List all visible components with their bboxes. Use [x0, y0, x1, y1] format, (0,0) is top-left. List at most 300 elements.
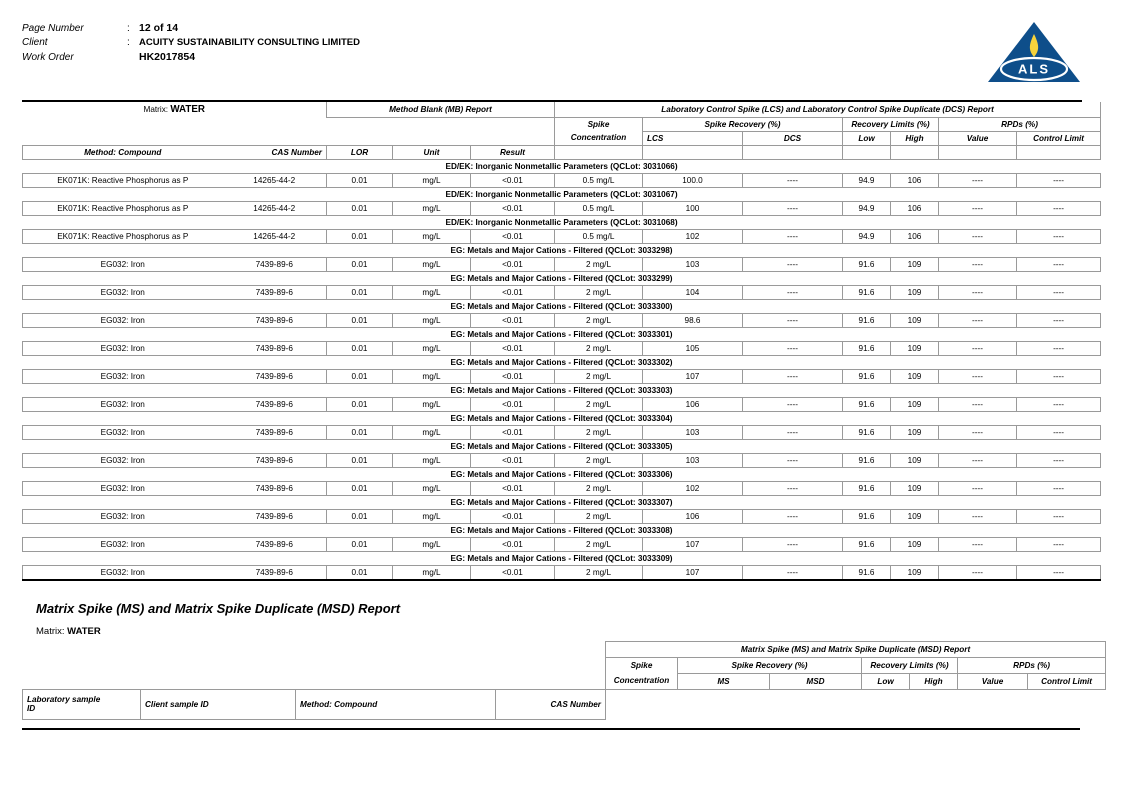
qc-group-title: EG: Metals and Major Cations - Filtered (QCLot: 3033303) — [450, 385, 673, 395]
table-row — [23, 285, 1101, 299]
cell-result: <0.01 — [471, 341, 555, 355]
header-fields — [22, 22, 360, 66]
ms-header-lab-sample-id-line2: ID — [27, 704, 36, 713]
ms-header-lab-sample-id — [23, 689, 141, 719]
header-lcs-dcs: Laboratory Control Spike (LCS) and Laboratory Control Spike Duplicate (DCS) Report — [555, 102, 1101, 117]
cell-lor: 0.01 — [327, 173, 393, 187]
cell-dcs: ---- — [743, 565, 843, 580]
ms-header-ms: MS — [678, 673, 770, 689]
qc-group-title: EG: Metals and Major Cations - Filtered (QCLot: 3033307) — [450, 497, 673, 507]
spacer-unit — [393, 117, 471, 145]
cell-spike-concentration: 0.5 mg/L — [555, 229, 643, 243]
qc-group-title-row — [23, 439, 1101, 453]
table-row — [23, 341, 1101, 355]
ms-header-method-compound: Method: Compound — [296, 689, 496, 719]
qc-group-title: EG: Metals and Major Cations - Filtered (QCLot: 3033305) — [450, 441, 673, 451]
ms-blank-10 — [678, 689, 770, 719]
cell-cas-number: 7439-89-6 — [223, 369, 327, 383]
cell-dcs: ---- — [743, 313, 843, 327]
cell-lor: 0.01 — [327, 229, 393, 243]
spacer-dcs-col — [743, 145, 843, 159]
cell-lor: 0.01 — [327, 537, 393, 551]
cell-spike-concentration: 2 mg/L — [555, 565, 643, 580]
header-lor: LOR — [327, 145, 393, 159]
cell-lcs: 103 — [643, 257, 743, 271]
qc-group-title-row — [23, 159, 1101, 173]
cell-result: <0.01 — [471, 425, 555, 439]
als-logo — [986, 20, 1082, 86]
cell-lor: 0.01 — [327, 509, 393, 523]
cell-low: 91.6 — [843, 369, 891, 383]
cell-unit: mg/L — [393, 229, 471, 243]
qc-group-title-row — [23, 271, 1101, 285]
cell-unit: mg/L — [393, 257, 471, 271]
cell-high: 106 — [891, 229, 939, 243]
qc-group-title: EG: Metals and Major Cations - Filtered (QCLot: 3033301) — [450, 329, 673, 339]
cell-lor: 0.01 — [327, 257, 393, 271]
ms-blank-11 — [770, 689, 862, 719]
cell-lcs: 107 — [643, 369, 743, 383]
cell-spike-concentration: 2 mg/L — [555, 341, 643, 355]
cell-unit: mg/L — [393, 173, 471, 187]
ms-header-high: High — [910, 673, 958, 689]
cell-result: <0.01 — [471, 481, 555, 495]
cell-cas-number: 7439-89-6 — [223, 509, 327, 523]
cell-spike-concentration: 2 mg/L — [555, 313, 643, 327]
cell-high: 109 — [891, 257, 939, 271]
header-value-client: ACUITY SUSTAINABILITY CONSULTING LIMITED — [139, 37, 360, 48]
cell-result: <0.01 — [471, 369, 555, 383]
cell-control-limit: ---- — [1017, 481, 1101, 495]
cell-control-limit: ---- — [1017, 509, 1101, 523]
cell-value: ---- — [939, 369, 1017, 383]
ms-header-spike-recovery: Spike Recovery (%) — [678, 657, 862, 673]
header-colon-work-order — [127, 51, 139, 66]
spacer-left-2 — [223, 117, 327, 145]
cell-unit: mg/L — [393, 565, 471, 580]
qc-group-title: EG: Metals and Major Cations - Filtered (QCLot: 3033299) — [450, 273, 673, 283]
cell-result: <0.01 — [471, 537, 555, 551]
cell-spike-concentration: 2 mg/L — [555, 537, 643, 551]
cell-high: 109 — [891, 313, 939, 327]
ms-blank-3 — [296, 641, 496, 657]
cell-lcs: 106 — [643, 397, 743, 411]
header-dcs: DCS — [743, 131, 843, 145]
ms-section-title: Matrix Spike (MS) and Matrix Spike Duplicate (MSD) Report — [36, 600, 401, 616]
cell-control-limit: ---- — [1017, 285, 1101, 299]
cell-compound: EG032: Iron — [23, 481, 223, 495]
cell-compound: EG032: Iron — [23, 565, 223, 580]
table-row — [23, 425, 1101, 439]
cell-spike-concentration: 2 mg/L — [555, 285, 643, 299]
cell-dcs: ---- — [743, 341, 843, 355]
cell-compound: EG032: Iron — [23, 313, 223, 327]
table-row — [23, 229, 1101, 243]
cell-dcs: ---- — [743, 425, 843, 439]
cell-high: 109 — [891, 537, 939, 551]
spacer-result — [471, 117, 555, 145]
cell-unit: mg/L — [393, 285, 471, 299]
qc-group-title-row — [23, 383, 1101, 397]
ms-blank-15 — [1028, 689, 1106, 719]
cell-control-limit: ---- — [1017, 425, 1101, 439]
header-colon-client: : — [127, 37, 130, 48]
cell-lcs: 104 — [643, 285, 743, 299]
ms-blank-5 — [23, 657, 141, 689]
header-rpds: RPDs (%) — [939, 117, 1101, 131]
spacer-left — [23, 117, 223, 145]
cell-compound: EG032: Iron — [23, 509, 223, 523]
cell-cas-number: 14265-44-2 — [223, 229, 327, 243]
cell-compound: EG032: Iron — [23, 537, 223, 551]
qc-group-title: EG: Metals and Major Cations - Filtered (QCLot: 3033304) — [450, 413, 673, 423]
qc-group-title-row — [23, 327, 1101, 341]
ms-matrix-value: WATER — [67, 625, 101, 637]
cell-low: 94.9 — [843, 229, 891, 243]
cell-unit: mg/L — [393, 313, 471, 327]
header-row-client — [22, 37, 360, 51]
cell-lcs: 107 — [643, 537, 743, 551]
cell-low: 91.6 — [843, 565, 891, 580]
qc-group-title-row — [23, 523, 1101, 537]
header-recovery-limits: Recovery Limits (%) — [843, 117, 939, 131]
cell-result: <0.01 — [471, 509, 555, 523]
matrix-label: Matrix: — [143, 105, 169, 114]
cell-value: ---- — [939, 509, 1017, 523]
cell-control-limit: ---- — [1017, 565, 1101, 580]
qc-group-title-row — [23, 355, 1101, 369]
cell-result: <0.01 — [471, 201, 555, 215]
cell-lcs: 100 — [643, 201, 743, 215]
qc-group-title: EG: Metals and Major Cations - Filtered (QCLot: 3033306) — [450, 469, 673, 479]
cell-value: ---- — [939, 397, 1017, 411]
ms-header-spike-1: Spike — [606, 657, 678, 673]
cell-low: 91.6 — [843, 481, 891, 495]
table-row — [23, 397, 1101, 411]
table-row — [23, 537, 1101, 551]
cell-compound: EK071K: Reactive Phosphorus as P — [23, 173, 223, 187]
cell-compound: EG032: Iron — [23, 425, 223, 439]
qc-report-body — [23, 159, 1101, 580]
cell-control-limit: ---- — [1017, 397, 1101, 411]
cell-result: <0.01 — [471, 313, 555, 327]
header-row-page-number — [22, 22, 360, 37]
cell-high: 109 — [891, 565, 939, 580]
cell-low: 91.6 — [843, 257, 891, 271]
cell-result: <0.01 — [471, 565, 555, 580]
cell-lcs: 102 — [643, 229, 743, 243]
header-value: Value — [939, 131, 1017, 145]
cell-cas-number: 7439-89-6 — [223, 565, 327, 580]
spacer-lcs-col — [643, 145, 743, 159]
cell-dcs: ---- — [743, 537, 843, 551]
header-label-page-number: Page Number — [22, 22, 84, 34]
spacer-spike-col — [555, 145, 643, 159]
header-lcs: LCS — [643, 131, 743, 145]
cell-spike-concentration: 2 mg/L — [555, 481, 643, 495]
cell-compound: EG032: Iron — [23, 397, 223, 411]
cell-spike-concentration: 0.5 mg/L — [555, 201, 643, 215]
cell-compound: EG032: Iron — [23, 453, 223, 467]
header-result: Result — [471, 145, 555, 159]
cell-lcs: 100.0 — [643, 173, 743, 187]
qc-group-title-row — [23, 299, 1101, 313]
cell-lor: 0.01 — [327, 481, 393, 495]
cell-result: <0.01 — [471, 229, 555, 243]
table-method-header-row — [23, 145, 1101, 159]
main-report-section — [22, 100, 1082, 581]
cell-lcs: 103 — [643, 425, 743, 439]
table-subgroup-header-row — [23, 117, 1101, 131]
cell-value: ---- — [939, 313, 1017, 327]
cell-unit: mg/L — [393, 453, 471, 467]
cell-low: 91.6 — [843, 453, 891, 467]
table-group-header-row — [23, 102, 1101, 117]
cell-lor: 0.01 — [327, 397, 393, 411]
table-row — [23, 509, 1101, 523]
table-row — [23, 173, 1101, 187]
ms-field-header-row — [23, 689, 1106, 719]
cell-high: 109 — [891, 481, 939, 495]
cell-low: 91.6 — [843, 425, 891, 439]
ms-msd-table — [22, 641, 1106, 720]
cell-high: 109 — [891, 425, 939, 439]
ms-header-cas-number: CAS Number — [496, 689, 606, 719]
cell-control-limit: ---- — [1017, 453, 1101, 467]
header-method-blank: Method Blank (MB) Report — [327, 102, 555, 117]
cell-high: 109 — [891, 509, 939, 523]
cell-unit: mg/L — [393, 397, 471, 411]
cell-control-limit: ---- — [1017, 229, 1101, 243]
ms-header-msd: MSD — [770, 673, 862, 689]
cell-control-limit: ---- — [1017, 173, 1101, 187]
cell-dcs: ---- — [743, 453, 843, 467]
cell-lor: 0.01 — [327, 285, 393, 299]
qc-group-title: EG: Metals and Major Cations - Filtered (QCLot: 3033302) — [450, 357, 673, 367]
qc-group-title-row — [23, 551, 1101, 565]
spacer-high-col — [891, 145, 939, 159]
cell-unit: mg/L — [393, 509, 471, 523]
ms-header-low: Low — [862, 673, 910, 689]
qc-group-title: EG: Metals and Major Cations - Filtered (QCLot: 3033300) — [450, 301, 673, 311]
cell-value: ---- — [939, 341, 1017, 355]
cell-cas-number: 7439-89-6 — [223, 425, 327, 439]
qc-group-title: EG: Metals and Major Cations - Filtered (QCLot: 3033298) — [450, 245, 673, 255]
cell-lor: 0.01 — [327, 313, 393, 327]
ms-header-value: Value — [958, 673, 1028, 689]
cell-low: 91.6 — [843, 285, 891, 299]
cell-compound: EG032: Iron — [23, 257, 223, 271]
header-label-work-order: Work Order — [22, 51, 74, 63]
cell-cas-number: 7439-89-6 — [223, 397, 327, 411]
cell-compound: EG032: Iron — [23, 341, 223, 355]
cell-value: ---- — [939, 453, 1017, 467]
ms-header-control-limit: Control Limit — [1028, 673, 1106, 689]
cell-unit: mg/L — [393, 425, 471, 439]
cell-dcs: ---- — [743, 229, 843, 243]
ms-subgroup-header-row — [23, 657, 1106, 673]
ms-blank-1 — [23, 641, 141, 657]
qc-group-title: EG: Metals and Major Cations - Filtered (QCLot: 3033309) — [450, 553, 673, 563]
cell-control-limit: ---- — [1017, 201, 1101, 215]
ms-blank-12 — [862, 689, 910, 719]
matrix-label-cell — [23, 102, 327, 117]
cell-high: 109 — [891, 369, 939, 383]
ms-matrix-label: Matrix: — [36, 625, 65, 637]
ms-header-recovery-limits: Recovery Limits (%) — [862, 657, 958, 673]
header-label-client: Client — [22, 37, 48, 48]
cell-value: ---- — [939, 201, 1017, 215]
table-row — [23, 369, 1101, 383]
cell-low: 91.6 — [843, 313, 891, 327]
cell-spike-concentration: 2 mg/L — [555, 453, 643, 467]
cell-spike-concentration: 2 mg/L — [555, 257, 643, 271]
cell-lcs: 102 — [643, 481, 743, 495]
table-row — [23, 201, 1101, 215]
cell-value: ---- — [939, 257, 1017, 271]
header-spike-2: Concentration — [555, 131, 643, 145]
ms-group-header-row — [23, 641, 1106, 657]
cell-lcs: 98.6 — [643, 313, 743, 327]
cell-lcs: 106 — [643, 509, 743, 523]
cell-control-limit: ---- — [1017, 537, 1101, 551]
cell-cas-number: 7439-89-6 — [223, 537, 327, 551]
cell-value: ---- — [939, 425, 1017, 439]
cell-control-limit: ---- — [1017, 313, 1101, 327]
qc-group-title-row — [23, 467, 1101, 481]
cell-cas-number: 7439-89-6 — [223, 341, 327, 355]
cell-unit: mg/L — [393, 537, 471, 551]
cell-cas-number: 7439-89-6 — [223, 257, 327, 271]
cell-dcs: ---- — [743, 481, 843, 495]
cell-high: 109 — [891, 453, 939, 467]
cell-dcs: ---- — [743, 285, 843, 299]
cell-spike-concentration: 2 mg/L — [555, 425, 643, 439]
cell-lor: 0.01 — [327, 565, 393, 580]
ms-blank-4 — [496, 641, 606, 657]
cell-lcs: 105 — [643, 341, 743, 355]
cell-low: 91.6 — [843, 341, 891, 355]
spacer-lor — [327, 117, 393, 145]
header-row-work-order — [22, 51, 360, 66]
header-control-limit: Control Limit — [1017, 131, 1101, 145]
cell-dcs: ---- — [743, 397, 843, 411]
cell-low: 91.6 — [843, 509, 891, 523]
header-value-work-order: HK2017854 — [139, 51, 196, 63]
ms-blank-2 — [141, 641, 296, 657]
cell-lor: 0.01 — [327, 341, 393, 355]
cell-spike-concentration: 2 mg/L — [555, 509, 643, 523]
header-value-page-number: 12 of 14 — [139, 22, 179, 34]
cell-result: <0.01 — [471, 257, 555, 271]
ms-header-spike-2: Concentration — [606, 673, 678, 689]
cell-compound: EK071K: Reactive Phosphorus as P — [23, 229, 223, 243]
cell-dcs: ---- — [743, 201, 843, 215]
cell-compound: EK071K: Reactive Phosphorus as P — [23, 201, 223, 215]
ms-header-group: Matrix Spike (MS) and Matrix Spike Duplicate (MSD) Report — [606, 641, 1106, 657]
ms-header-lab-sample-id-line1: Laboratory sample — [27, 695, 101, 704]
spacer-cl-col — [1017, 145, 1101, 159]
table-row — [23, 453, 1101, 467]
ms-header-rpds: RPDs (%) — [958, 657, 1106, 673]
cell-low: 91.6 — [843, 537, 891, 551]
header-method-compound: Method: Compound — [23, 145, 223, 159]
table-row — [23, 565, 1101, 580]
header-colon-page-number: : — [127, 22, 130, 34]
ms-blank-9 — [606, 689, 678, 719]
qc-group-title: ED/EK: Inorganic Nonmetallic Parameters (QCLot: 3031068) — [445, 217, 678, 227]
ms-blank-13 — [910, 689, 958, 719]
cell-unit: mg/L — [393, 201, 471, 215]
cell-unit: mg/L — [393, 369, 471, 383]
matrix-value: WATER — [170, 104, 205, 115]
cell-result: <0.01 — [471, 285, 555, 299]
cell-lor: 0.01 — [327, 453, 393, 467]
qc-group-title-row — [23, 243, 1101, 257]
svg-text:ALS: ALS — [1018, 61, 1050, 77]
cell-dcs: ---- — [743, 509, 843, 523]
table-row — [23, 481, 1101, 495]
qc-group-title-row — [23, 411, 1101, 425]
cell-control-limit: ---- — [1017, 257, 1101, 271]
header-spike-recovery: Spike Recovery (%) — [643, 117, 843, 131]
cell-unit: mg/L — [393, 481, 471, 495]
ms-header-client-sample-id: Client sample ID — [141, 689, 296, 719]
cell-high: 109 — [891, 397, 939, 411]
cell-value: ---- — [939, 537, 1017, 551]
qc-group-title: ED/EK: Inorganic Nonmetallic Parameters (QCLot: 3031067) — [445, 189, 678, 199]
cell-high: 109 — [891, 285, 939, 299]
cell-low: 94.9 — [843, 173, 891, 187]
cell-spike-concentration: 2 mg/L — [555, 369, 643, 383]
spacer-low-col — [843, 145, 891, 159]
cell-result: <0.01 — [471, 453, 555, 467]
header-cas-number: CAS Number — [223, 145, 327, 159]
cell-cas-number: 7439-89-6 — [223, 481, 327, 495]
header-unit: Unit — [393, 145, 471, 159]
qc-group-title: ED/EK: Inorganic Nonmetallic Parameters (QCLot: 3031066) — [445, 161, 678, 171]
ms-blank-6 — [141, 657, 296, 689]
table-row — [23, 313, 1101, 327]
page-bottom-rule — [22, 728, 1080, 730]
ms-matrix-line — [36, 626, 1082, 637]
qc-group-title-row — [23, 215, 1101, 229]
ms-msd-section — [22, 600, 1092, 730]
cell-dcs: ---- — [743, 257, 843, 271]
qc-group-title-row — [23, 495, 1101, 509]
cell-value: ---- — [939, 481, 1017, 495]
table-row — [23, 257, 1101, 271]
cell-value: ---- — [939, 229, 1017, 243]
header-low: Low — [843, 131, 891, 145]
cell-result: <0.01 — [471, 173, 555, 187]
qc-report-table — [22, 102, 1101, 581]
cell-compound: EG032: Iron — [23, 369, 223, 383]
cell-high: 106 — [891, 201, 939, 215]
cell-control-limit: ---- — [1017, 341, 1101, 355]
ms-blank-7 — [296, 657, 496, 689]
cell-unit: mg/L — [393, 341, 471, 355]
spacer-value-col — [939, 145, 1017, 159]
cell-control-limit: ---- — [1017, 369, 1101, 383]
cell-value: ---- — [939, 285, 1017, 299]
cell-cas-number: 7439-89-6 — [223, 285, 327, 299]
cell-high: 109 — [891, 341, 939, 355]
cell-dcs: ---- — [743, 369, 843, 383]
qc-group-title: EG: Metals and Major Cations - Filtered (QCLot: 3033308) — [450, 525, 673, 535]
cell-compound: EG032: Iron — [23, 285, 223, 299]
cell-lcs: 103 — [643, 453, 743, 467]
